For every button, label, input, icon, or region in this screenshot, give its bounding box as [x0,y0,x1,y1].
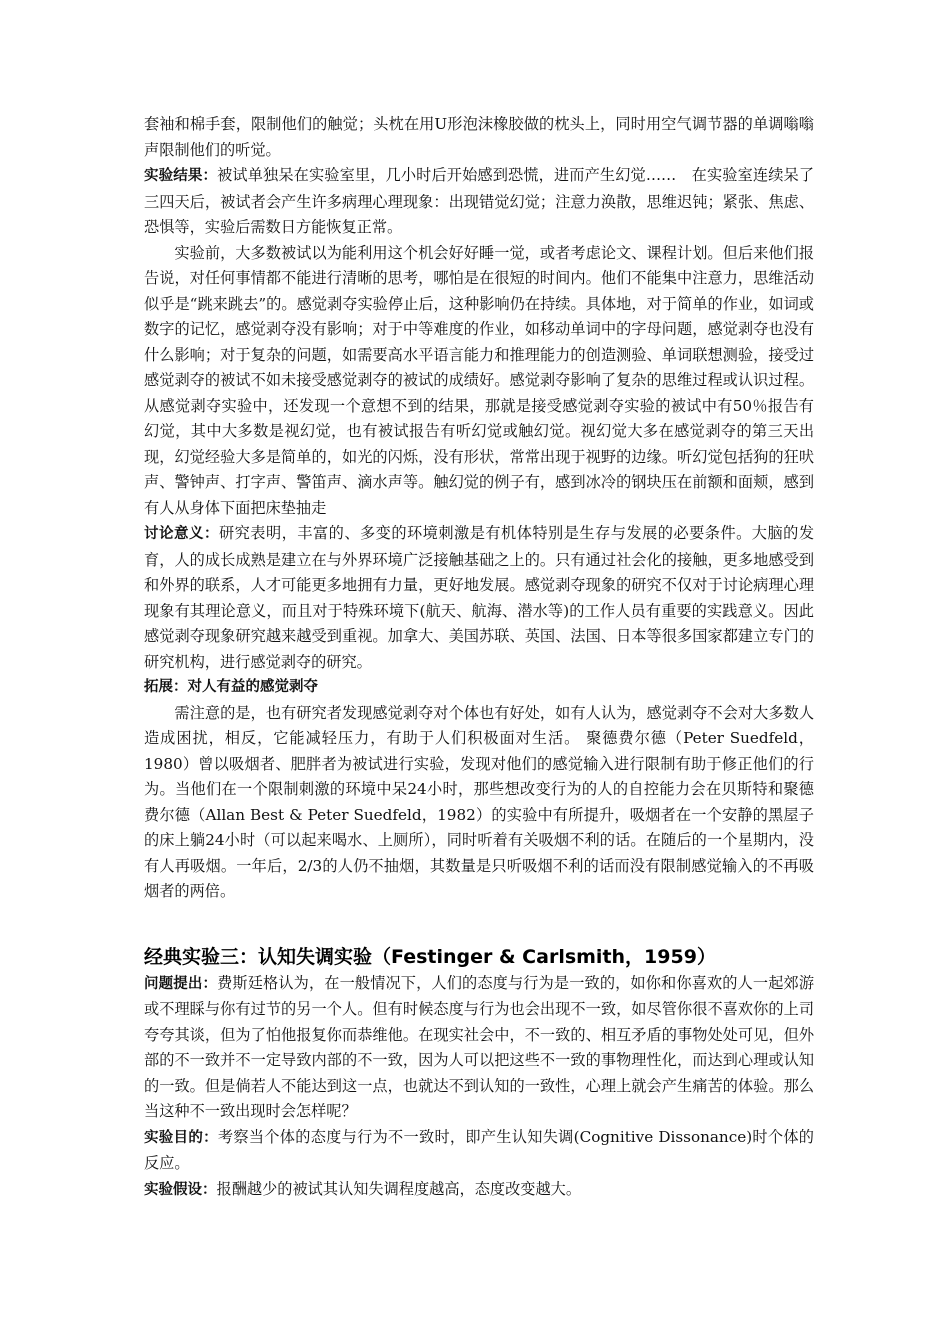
discussion-text: 研究表明，丰富的、多变的环境刺激是有机体特别是生存与发展的必要条件。大脑的发育，人的成长成熟是建立在与外界环境广泛接触基础之上的。只有通过社会化的接触，更多地感受到和外界的联系，人才可能更多地拥有力量，更好地发展。感觉剥夺现象的研究不仅对于讨论病理心理现象有其理论意义，而且对于特殊环境下(航天、航海、潜水等)的工作人员有重要的实践意义。因此感觉剥夺现象研究越来越受到重视。加拿大、美国苏联、英国、法国、日本等很多国家都建立专门的研究机构，进行感觉剥夺的研究。 [144,524,815,671]
paragraph-hypothesis [144,1177,814,1204]
hypothesis-label: 实验假设： [144,1181,217,1198]
purpose-label: 实验目的： [144,1129,218,1146]
paragraph-findings: 实验前，大多数被试以为能利用这个机会好好睡一觉，或者考虑论文、课程计划。但后来他们报告说，对任何事情都不能进行清晰的思考，哪怕是在很短的时间内。他们不能集中注意力，思维活动似乎是“跳来跳去”的。感觉剥夺实验停止后，这种影响仍在持续。具体地，对于简单的作业，如词或数字的记忆，感觉剥夺没有影响；对于中等难度的作业，如移动单词中的字母问题，感觉剥夺也没有什么影响；对于复杂的问题，如需要高水平语言能力和推理能力的创造测验、单词联想测验，接受过感觉剥夺的被试不如未接受感觉剥夺的被试的成绩好。感觉剥夺影响了复杂的思维过程或认识过程。从感觉剥夺实验中，还发现一个意想不到的结果，那就是接受感觉剥夺实验的被试中有50％报告有幻觉，其中大多数是视幻觉，也有被试报告有听幻觉或触幻觉。视幻觉大多在感觉剥夺的第三天出现，幻觉经验大多是简单的，如光的闪烁，没有形状，常常出现于视野的边缘。听幻觉包括狗的狂吠声、警钟声、打字声、警笛声、滴水声等。触幻觉的例子有，感到冰冷的钢块压在前额和面颊，感到有人从身体下面把床垫抽走 [144,243,814,517]
paragraph-question [144,971,814,1125]
question-label: 问题提出： [144,975,218,992]
extension-heading: 拓展：对人有益的感觉剥夺 [144,679,318,695]
results-label: 实验结果： [144,168,218,184]
paragraph-results [144,163,814,241]
paragraph-discussion [144,521,814,675]
section-title-experiment-three: 经典实验三：认知失调实验（Festinger & Carlsmith，1959） [144,945,716,968]
document-page [144,112,814,1203]
results-text: 被试单独呆在实验室里，几小时后开始感到恐慌，进而产生幻觉…… 在实验室连续呆了三四天后，被试者会产生许多病理心理现象：出现错觉幻觉；注意力涣散，思维迟钝；紧张、焦虑、恐惧等，实验后需数日方能恢复正常。 [144,166,815,236]
paragraph-sensory-restriction: 套袖和棉手套，限制他们的触觉；头枕在用U形泡沫橡胶做的枕头上，同时用空气调节器的单调嗡嗡声限制他们的听觉。 [144,115,814,159]
discussion-label: 讨论意义： [144,526,219,542]
hypothesis-text: 报酬越少的被试其认知失调程度越高，态度改变越大。 [216,1179,581,1198]
paragraph-purpose [144,1125,814,1177]
paragraph-extension: 需注意的是，也有研究者发现感觉剥夺对个体也有好处，如有人认为，感觉剥夺不会对大多数人造成困扰，相反，它能减轻压力，有助于人们积极面对生活。 聚德费尔德（Peter Suedfeld，1980）曾以吸烟者、肥胖者为被试进行实验，发现对他们的感觉输入进行限制有助于修正他们的行为。当他们在一个限制刺激的环境中呆24小时，那些想改变行为的人的自控能力会在贝斯特和聚德费尔德（Allan Best & Peter Suedfeld，1982）的实验中有所提升，吸烟者在一个安静的黑屋子的床上躺24小时（可以起来喝水、上厕所），同时听着有关吸烟不利的话。在随后的一个星期内，没有人再吸烟。一年后，2/3的人仍不抽烟，其数量是只听吸烟不利的话而没有限制感觉输入的不再吸烟者的两倍。 [144,703,814,900]
purpose-text: 考察当个体的态度与行为不一致时，即产生认知失调(Cognitive Dissonance)时个体的反应。 [144,1127,814,1172]
question-text: 费斯廷格认为，在一般情况下，人们的态度与行为是一致的，如你和你喜欢的人一起郊游或不理睬与你有过节的另一个人。但有时候态度与行为也会出现不一致，如尽管你很不喜欢你的上司夸夸其谈，但为了怕他报复你而恭维他。在现实社会中，不一致的、相互矛盾的事物处处可见，但外部的不一致并不一定导致内部的不一致，因为人可以把这些不一致的事物理性化，而达到心理或认知的一致。但是倘若人不能达到这一点，也就达不到认知的一致性，心理上就会产生痛苦的体验。那么当这种不一致出现时会怎样呢？ [144,973,815,1120]
